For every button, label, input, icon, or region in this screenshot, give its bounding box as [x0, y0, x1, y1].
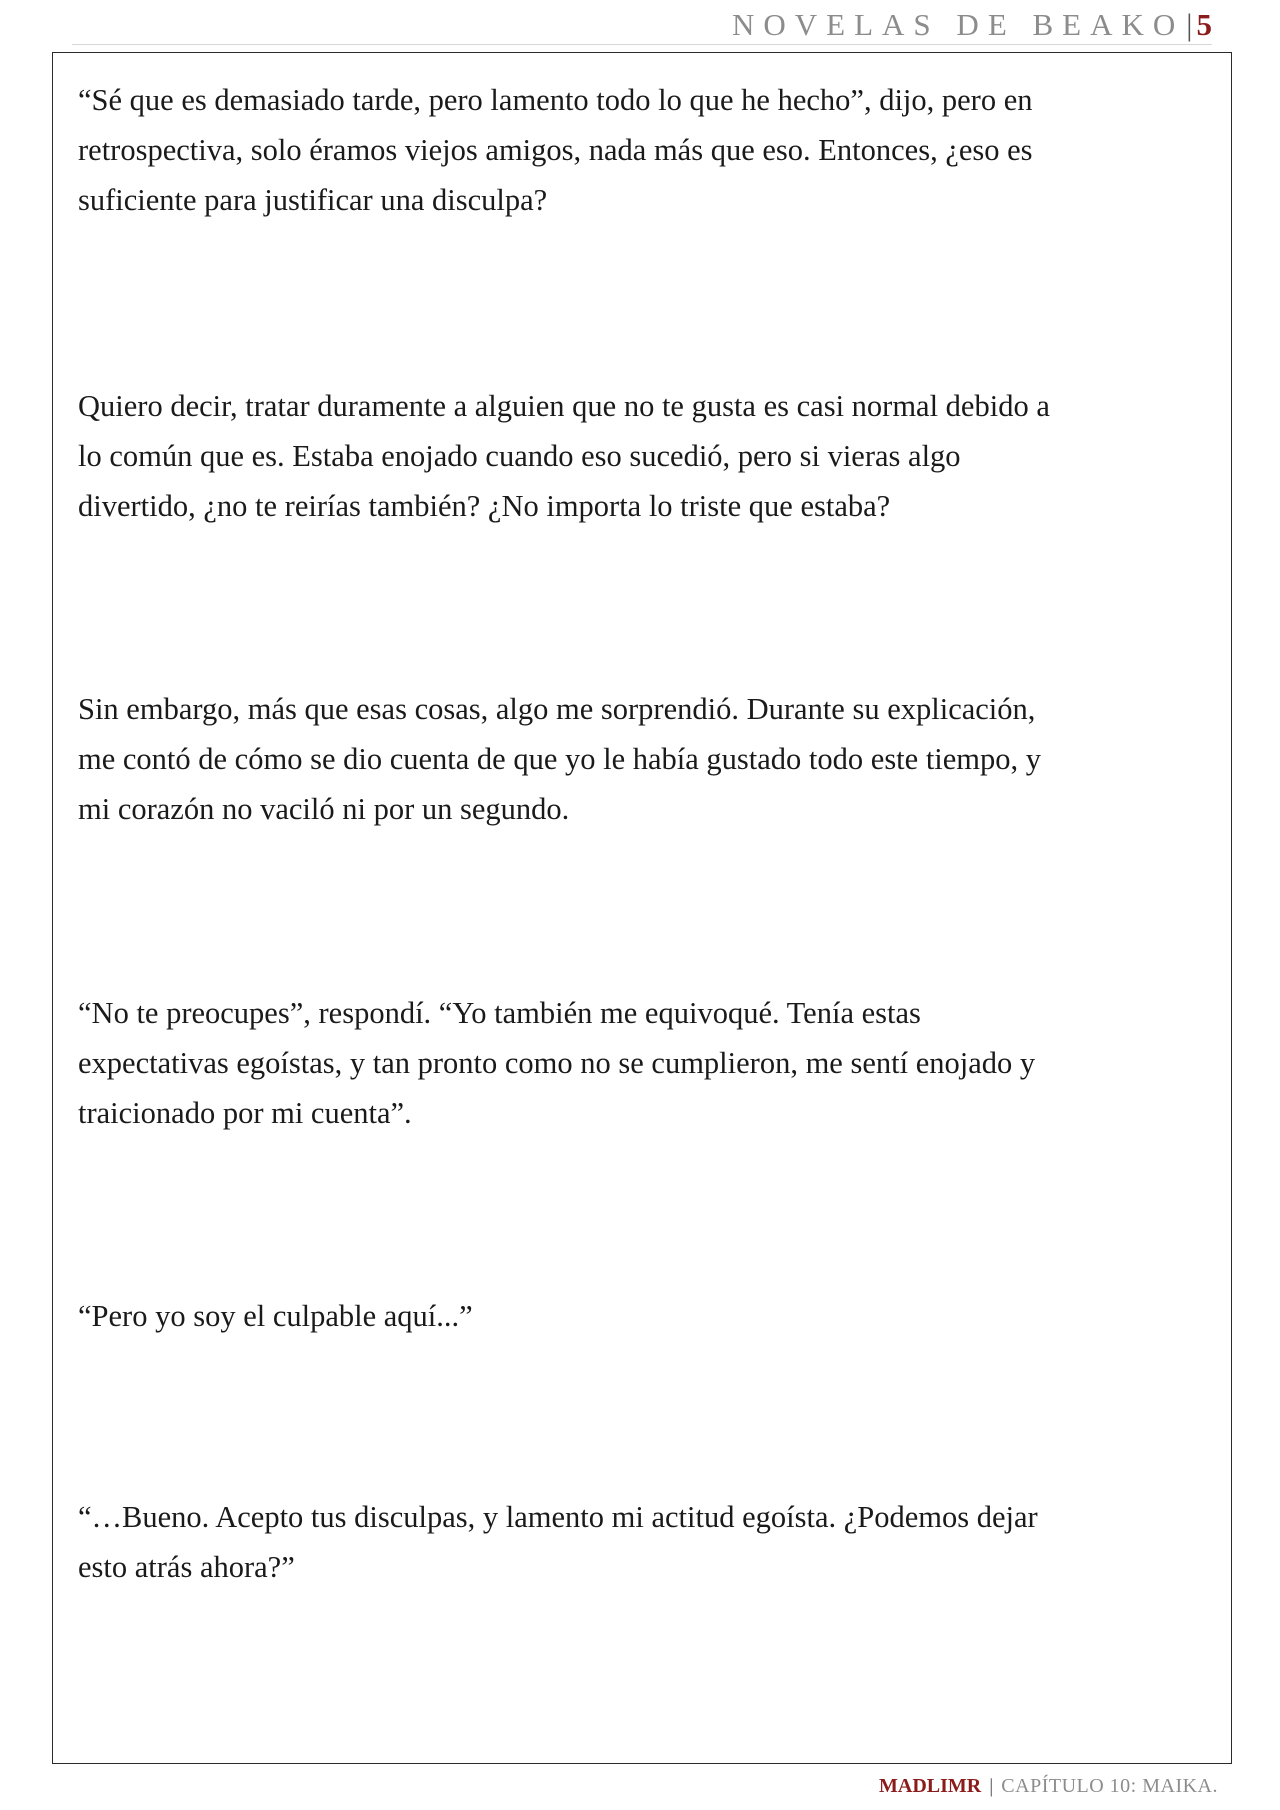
paragraph-line: mi corazón no vaciló ni por un segundo. [78, 792, 570, 826]
paragraph-2 [78, 381, 1198, 531]
paragraph-4 [78, 988, 1198, 1138]
paragraph-line: “Pero yo soy el culpable aquí...” [78, 1299, 473, 1333]
paragraph-line: divertido, ¿no te reirías también? ¿No importa lo triste que estaba? [78, 489, 891, 523]
paragraph-line: traicionado por mi cuenta”. [78, 1096, 412, 1130]
paragraph-line: lo común que es. Estaba enojado cuando eso sucedió, pero si vieras algo [78, 439, 961, 473]
paragraph-line: “No te preocupes”, respondí. “Yo también me equivoqué. Tenía estas [78, 996, 921, 1030]
paragraph-line: suficiente para justificar una disculpa? [78, 183, 548, 217]
paragraph-line: expectativas egoístas, y tan pronto como no se cumplieron, me sentí enojado y [78, 1046, 1036, 1080]
footer-chapter: CAPÍTULO 10: MAIKA. [1001, 1774, 1218, 1797]
paragraph-line: esto atrás ahora?” [78, 1550, 295, 1584]
paragraph-line: me contó de cómo se dio cuenta de que yo le había gustado todo este tiempo, y [78, 742, 1042, 776]
paragraph-line: retrospectiva, solo éramos viejos amigos, nada más que eso. Entonces, ¿eso es [78, 133, 1033, 167]
page-number: 5 [1196, 7, 1212, 42]
paragraph-line: “…Bueno. Acepto tus disculpas, y lamento mi actitud egoísta. ¿Podemos dejar [78, 1500, 1038, 1534]
paragraph-6 [78, 1492, 1198, 1592]
paragraph-5 [78, 1291, 1198, 1341]
paragraph-1 [78, 75, 1198, 225]
paragraph-line: Sin embargo, más que esas cosas, algo me sorprendió. Durante su explicación, [78, 692, 1036, 726]
header-separator: | [1186, 7, 1193, 42]
header-title: NOVELAS DE BEAKO [732, 7, 1185, 42]
paragraph-line: Quiero decir, tratar duramente a alguien que no te gusta es casi normal debido a [78, 389, 1050, 423]
page-header [0, 6, 1212, 44]
footer-separator: | [989, 1774, 994, 1797]
paragraph-line: “Sé que es demasiado tarde, pero lamento todo lo que he hecho”, dijo, pero en [78, 83, 1033, 117]
page-footer [879, 1769, 1218, 1803]
footer-author: MADLIMR [879, 1774, 982, 1797]
header-rule [72, 44, 1212, 45]
paragraph-3 [78, 684, 1198, 834]
